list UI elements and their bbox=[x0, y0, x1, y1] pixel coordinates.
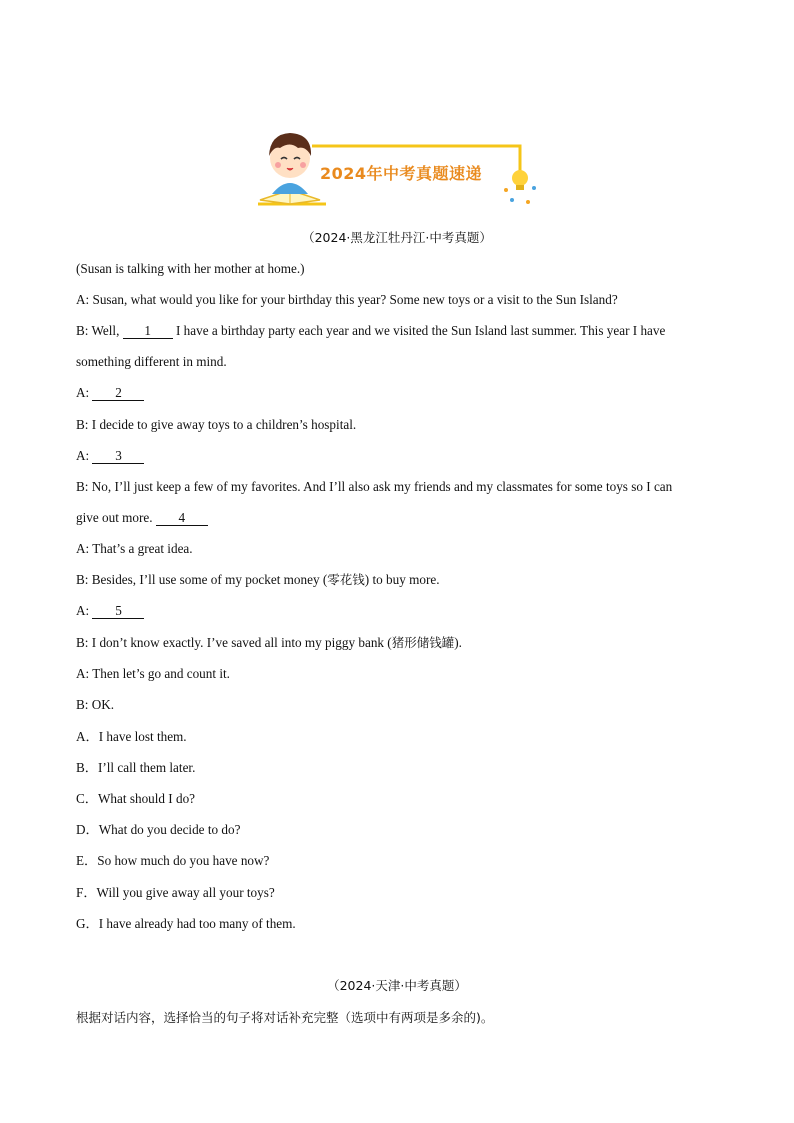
option-a: A．I have lost them. bbox=[76, 729, 187, 744]
dialogue-line-12 bbox=[76, 634, 462, 652]
dialogue-line-13: A: Then let’s go and count it. bbox=[76, 666, 230, 681]
dialogue-line-3: something different in mind. bbox=[76, 354, 227, 369]
dialogue-line-7: B: No, I’ll just keep a few of my favorites. And I’ll also ask my friends and my classmates for some toys so I can bbox=[76, 479, 673, 494]
option-d: D．What do you decide to do? bbox=[76, 822, 241, 837]
option-f: F．Will you give away all your toys? bbox=[76, 885, 275, 900]
dialogue-intro: (Susan is talking with her mother at home.) bbox=[76, 261, 305, 276]
line-text: I have a birthday party each year and we visited the Sun Island last summer. This year I have bbox=[175, 323, 666, 338]
dialogue-line-5: B: I decide to give away toys to a children’s hospital. bbox=[76, 417, 357, 432]
line-text: B: Well, bbox=[76, 323, 123, 338]
dialogue-line-14: B: OK. bbox=[76, 697, 115, 712]
blank-2[interactable]: 2 bbox=[92, 386, 144, 401]
line-text: A: bbox=[76, 603, 93, 618]
section2-source: （2024·天津·中考真题） bbox=[327, 978, 467, 993]
banner-title: 2024年中考真题速递 bbox=[320, 164, 483, 183]
dialogue-line-6 bbox=[76, 447, 144, 465]
line-text-cjk: 猪形储钱罐 bbox=[391, 635, 455, 650]
line-text: B: I don’t know exactly. I’ve saved all into my piggy bank ( bbox=[76, 635, 392, 650]
dialogue-line-4 bbox=[76, 384, 144, 402]
line-text: ) to buy more. bbox=[364, 572, 440, 587]
option-b: B．I’ll call them later. bbox=[76, 760, 196, 775]
section2-instruction: 根据对话内容，选择恰当的句子将对话补充完整（选项中有两项是多余的)。 bbox=[76, 1010, 494, 1025]
dialogue-line-1: A: Susan, what would you like for your birthday this year? Some new toys or a visit to the Sun Island? bbox=[76, 292, 618, 307]
section1-source: （2024·黑龙江牡丹江·中考真题） bbox=[302, 230, 492, 245]
line-text: A: bbox=[76, 385, 93, 400]
option-c: C．What should I do? bbox=[76, 791, 196, 806]
option-e: E．So how much do you have now? bbox=[76, 853, 270, 868]
line-text: B: Besides, I’ll use some of my pocket money ( bbox=[76, 572, 328, 587]
line-text: ). bbox=[454, 635, 462, 650]
dialogue-line-9: A: That’s a great idea. bbox=[76, 541, 193, 556]
blank-3[interactable]: 3 bbox=[92, 449, 144, 464]
blank-1[interactable]: 1 bbox=[123, 324, 173, 339]
line-text-cjk: 零花钱 bbox=[327, 572, 365, 587]
dialogue-line-10 bbox=[76, 571, 440, 589]
dialogue-line-11 bbox=[76, 602, 144, 620]
blank-5[interactable]: 5 bbox=[92, 604, 144, 619]
line-text: A: bbox=[76, 448, 93, 463]
option-g: G．I have already had too many of them. bbox=[76, 916, 296, 931]
dialogue-line-8 bbox=[76, 509, 208, 527]
banner bbox=[254, 128, 538, 210]
line-text: give out more. bbox=[76, 510, 156, 525]
blank-4[interactable]: 4 bbox=[156, 511, 208, 526]
dialogue-line-2 bbox=[76, 322, 665, 340]
